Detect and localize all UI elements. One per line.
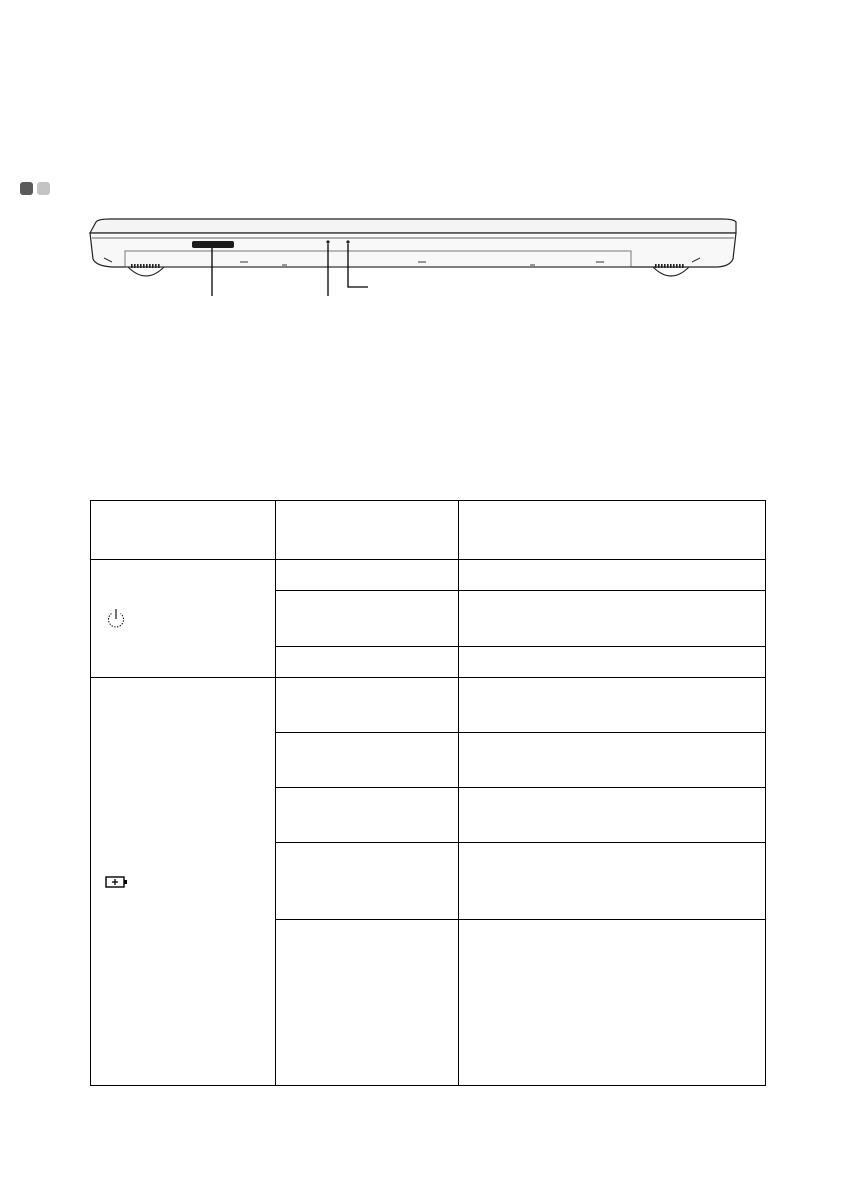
- table-cell: [276, 591, 459, 647]
- memory-card-slot: [192, 241, 234, 248]
- table-header-cell: [459, 501, 766, 560]
- table-row: [91, 560, 766, 591]
- table-cell: [459, 920, 766, 1086]
- table-cell: [276, 678, 459, 733]
- laptop-foot-left: [128, 267, 164, 276]
- power-icon: [105, 607, 127, 631]
- table-cell: [276, 788, 459, 843]
- power-indicator-cell: [91, 560, 276, 678]
- table-cell: [276, 843, 459, 920]
- table-cell: [459, 788, 766, 843]
- table-header-cell: [276, 501, 459, 560]
- table-cell: [276, 920, 459, 1086]
- laptop-lid: [90, 219, 736, 233]
- table-row: [91, 678, 766, 733]
- indicator-table: [90, 500, 766, 1086]
- table-cell: [276, 560, 459, 591]
- table-cell: [276, 733, 459, 788]
- table-header-row: [91, 501, 766, 560]
- battery-charge-icon: [105, 875, 131, 889]
- laptop-front-view: [0, 0, 841, 330]
- battery-status-indicator: [346, 240, 349, 243]
- table-cell: [276, 647, 459, 678]
- power-status-indicator: [326, 240, 329, 243]
- table-cell: [459, 647, 766, 678]
- battery-indicator-cell: [91, 678, 276, 1086]
- table-cell: [459, 843, 766, 920]
- laptop-foot-right: [653, 267, 689, 276]
- table-cell: [459, 560, 766, 591]
- table-cell: [459, 591, 766, 647]
- table-header-cell: [91, 501, 276, 560]
- table-cell: [459, 733, 766, 788]
- table-cell: [459, 678, 766, 733]
